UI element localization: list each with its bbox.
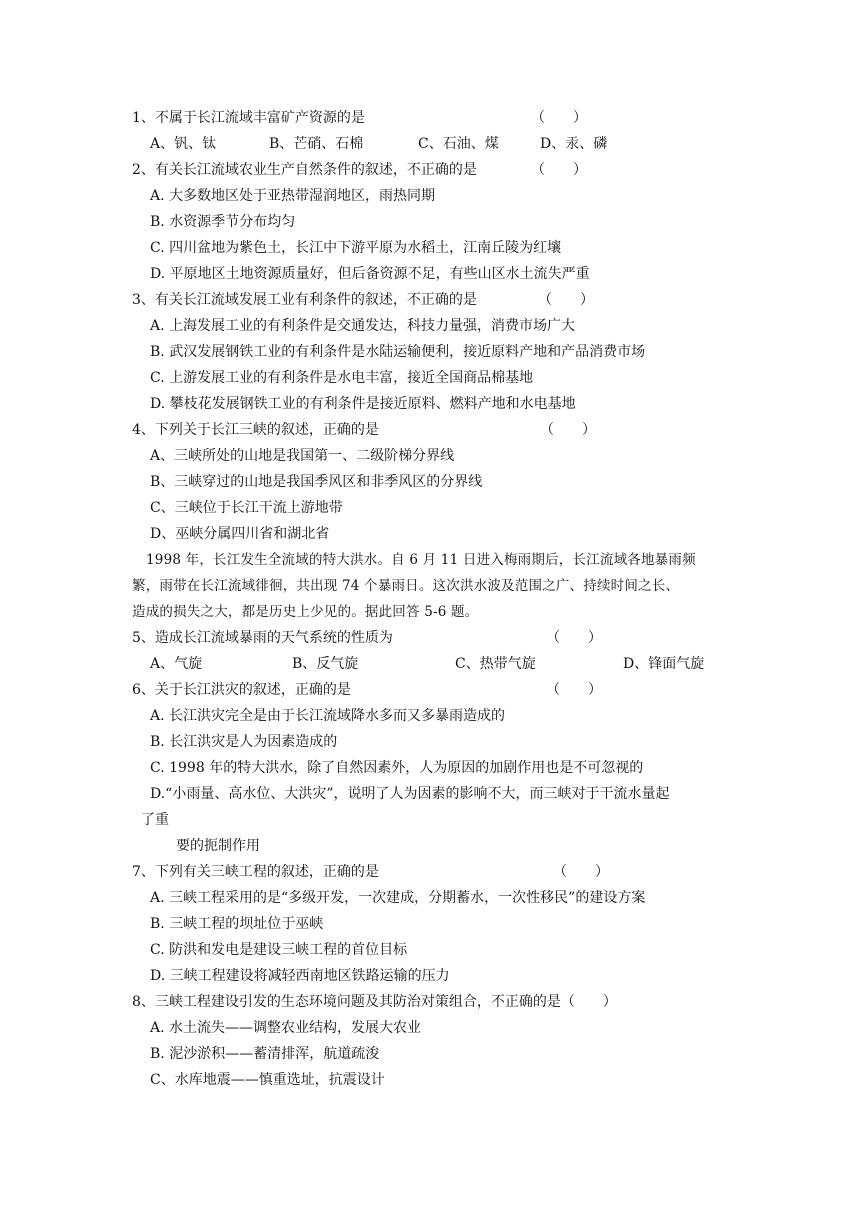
passage-line-3: 造成的损失之大，都是历史上少见的。据此回答 5-6 题。 bbox=[132, 604, 479, 620]
question-3-option-b: B. 武汉发展钢铁工业的有利条件是水陆运输便利，接近原料产地和产品消费市场 bbox=[150, 344, 646, 360]
question-8-option-b: B. 泥沙淤积——蓄清排浑，航道疏浚 bbox=[150, 1046, 380, 1062]
question-4-answer-paren: （ ） bbox=[540, 422, 596, 438]
question-1-stem: 1、不属于长江流域丰富矿产资源的是 bbox=[132, 110, 365, 126]
question-3-option-d: D. 攀枝花发展钢铁工业的有利条件是接近原料、燃料产地和水电基地 bbox=[150, 396, 576, 412]
question-7-stem: 7、下列有关三峡工程的叙述，正确的是 bbox=[132, 864, 379, 880]
question-1-answer-paren: （ ） bbox=[531, 110, 587, 126]
question-2-option-d: D. 平原地区土地资源质量好，但后备资源不足，有些山区水土流失严重 bbox=[150, 266, 590, 282]
question-6-option-c: C. 1998 年的特大洪水，除了自然因素外，人为原因的加剧作用也是不可忽视的 bbox=[150, 760, 644, 776]
question-4-stem: 4、下列关于长江三峡的叙述，正确的是 bbox=[132, 422, 379, 438]
question-7-answer-paren: （ ） bbox=[553, 864, 609, 880]
question-6-option-d-wrap: 了重 bbox=[141, 812, 169, 828]
question-3-stem: 3、有关长江流域发展工业有利条件的叙述，不正确的是 bbox=[132, 292, 477, 308]
question-7-option-b: B. 三峡工程的坝址位于巫峡 bbox=[150, 916, 324, 932]
question-8-option-a: A. 水土流失——调整农业结构，发展大农业 bbox=[150, 1020, 422, 1036]
question-8-option-c: C、水库地震——慎重选址，抗震设计 bbox=[150, 1072, 385, 1088]
question-4-option-b: B、三峡穿过的山地是我国季风区和非季风区的分界线 bbox=[150, 474, 483, 490]
passage-line-2: 繁，雨带在长江流域徘徊，共出现 74 个暴雨日。这次洪水波及范围之广、持续时间之长、 bbox=[132, 578, 680, 594]
question-6-option-d-cont: 要的扼制作用 bbox=[176, 838, 260, 854]
question-2-option-c: C. 四川盆地为紫色土，长江中下游平原为水稻土，江南丘陵为红壤 bbox=[150, 240, 562, 256]
question-6-option-b: B. 长江洪灾是人为因素造成的 bbox=[150, 734, 338, 750]
question-3-option-a: A. 上海发展工业的有利条件是交通发达，科技力量强，消费市场广大 bbox=[150, 318, 576, 334]
question-7-option-c: C. 防洪和发电是建设三峡工程的首位目标 bbox=[150, 942, 408, 958]
question-1-option-d: D、汞、磷 bbox=[540, 136, 608, 152]
question-5-stem: 5、造成长江流域暴雨的天气系统的性质为 bbox=[132, 630, 393, 646]
question-1-option-c: C、石油、煤 bbox=[418, 136, 499, 152]
question-4-option-c: C、三峡位于长江干流上游地带 bbox=[150, 500, 343, 516]
question-3-option-c: C. 上游发展工业的有利条件是水电丰富，接近全国商品棉基地 bbox=[150, 370, 534, 386]
question-1-option-a: A、钒、钛 bbox=[150, 136, 217, 152]
question-6-option-a: A. 长江洪灾完全是由于长江流域降水多而又多暴雨造成的 bbox=[150, 708, 506, 724]
question-3-answer-paren: （ ） bbox=[538, 292, 594, 308]
question-5-option-a: A、气旋 bbox=[150, 656, 203, 672]
question-4-option-a: A、三峡所处的山地是我国第一、二级阶梯分界线 bbox=[150, 448, 455, 464]
question-2-answer-paren: （ ） bbox=[531, 162, 587, 178]
question-2-option-a: A. 大多数地区处于亚热带湿润地区，雨热同期 bbox=[150, 188, 436, 204]
question-6-answer-paren: （ ） bbox=[546, 682, 602, 698]
question-1-option-b: B、芒硝、石棉 bbox=[269, 136, 364, 152]
question-5-option-c: C、热带气旋 bbox=[455, 656, 536, 672]
question-2-stem: 2、有关长江流域农业生产自然条件的叙述，不正确的是 bbox=[132, 162, 477, 178]
question-7-option-d: D. 三峡工程建设将减轻西南地区铁路运输的压力 bbox=[150, 968, 450, 984]
question-6-stem: 6、关于长江洪灾的叙述，正确的是 bbox=[132, 682, 351, 698]
question-5-option-b: B、反气旋 bbox=[292, 656, 359, 672]
question-5-option-d: D、锋面气旋 bbox=[623, 656, 705, 672]
question-5-answer-paren: （ ） bbox=[546, 630, 602, 646]
question-4-option-d: D、巫峡分属四川省和湖北省 bbox=[150, 526, 330, 542]
question-7-option-a: A. 三峡工程采用的是“多级开发，一次建成，分期蓄水，一次性移民”的建设方案 bbox=[150, 890, 646, 906]
question-6-option-d: D.“小雨量、高水位、大洪灾”，说明了人为因素的影响不大，而三峡对于干流水量起 bbox=[150, 786, 670, 802]
question-2-option-b: B. 水资源季节分布均匀 bbox=[150, 214, 296, 230]
question-8-stem: 8、三峡工程建设引发的生态环境问题及其防治对策组合，不正确的是（ ） bbox=[132, 994, 617, 1010]
passage-line-1: 1998 年，长江发生全流域的特大洪水。自 6 月 11 日进入梅雨期后，长江流域各地暴雨频 bbox=[146, 552, 696, 568]
